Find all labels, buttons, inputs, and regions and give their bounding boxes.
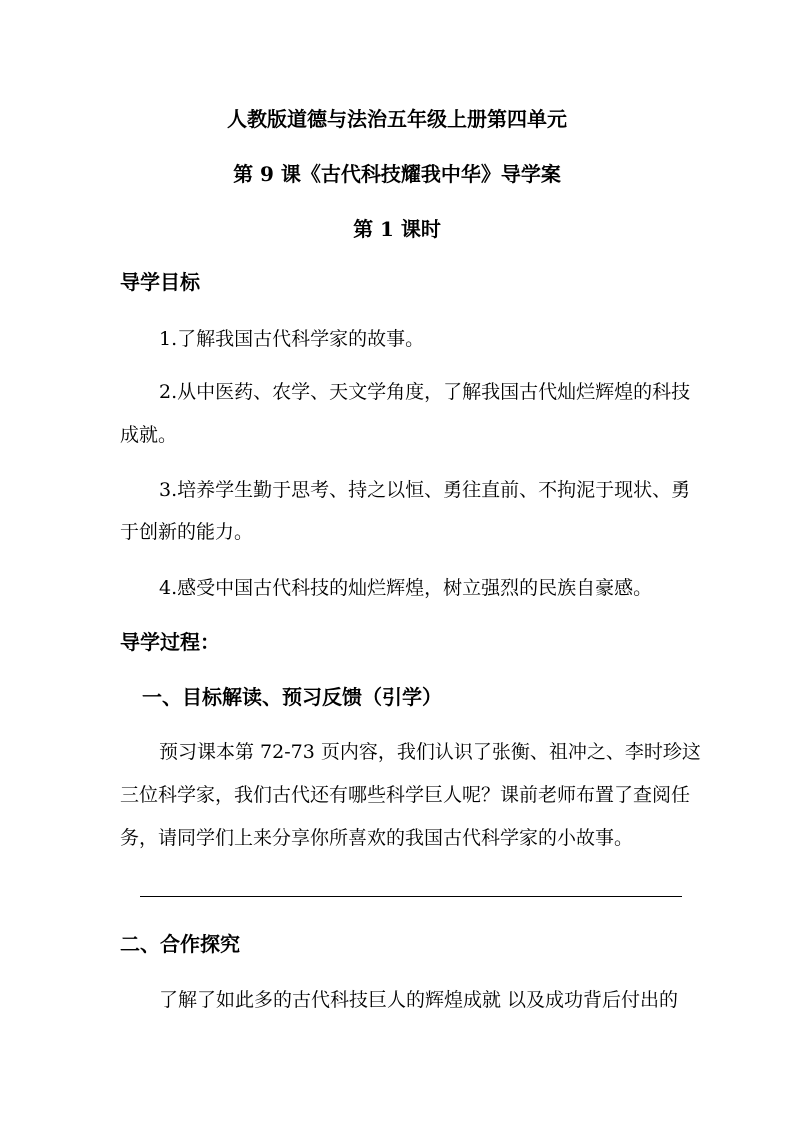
answer-blank-line[interactable] <box>140 896 682 897</box>
objective-item-3-line-1: 3.培养学生勤于思考、持之以恒、勇往直前、不拘泥于现状、勇 <box>159 479 691 501</box>
document-title-period: 第 1 课时 <box>353 217 441 241</box>
section-1-paragraph-line-1: 预习课本第 72-73 页内容，我们认识了张衡、祖冲之、李时珍这 <box>159 741 701 763</box>
section-1-paragraph-line-2: 三位科学家，我们古代还有哪些科学巨人呢？课前老师布置了查阅任 <box>120 784 691 806</box>
objective-item-1: 1.了解我国古代科学家的故事。 <box>159 328 425 350</box>
objectives-heading: 导学目标 <box>120 270 200 294</box>
document-title-unit: 人教版道德与法治五年级上册第四单元 <box>227 107 567 131</box>
section-1-paragraph-line-3: 务，请同学们上来分享你所喜欢的我国古代科学家的小故事。 <box>120 827 634 849</box>
objective-item-4: 4.感受中国古代科技的灿烂辉煌，树立强烈的民族自豪感。 <box>159 577 653 599</box>
document-title-lesson: 第 9 课《古代科技耀我中华》导学案 <box>233 162 561 186</box>
section-2-paragraph-line-1: 了解了如此多的古代科技巨人的辉煌成就 以及成功背后付出的 <box>159 989 679 1011</box>
section-1-heading: 一、目标解读、预习反馈（引学） <box>142 685 442 709</box>
objective-item-2-line-1: 2.从中医药、农学、天文学角度，了解我国古代灿烂辉煌的科技 <box>159 381 691 403</box>
objective-item-3-line-2: 于创新的能力。 <box>120 521 254 543</box>
objective-item-2-line-2: 成就。 <box>120 424 178 446</box>
process-heading: 导学过程： <box>120 630 220 654</box>
section-2-heading: 二、合作探究 <box>120 932 240 956</box>
